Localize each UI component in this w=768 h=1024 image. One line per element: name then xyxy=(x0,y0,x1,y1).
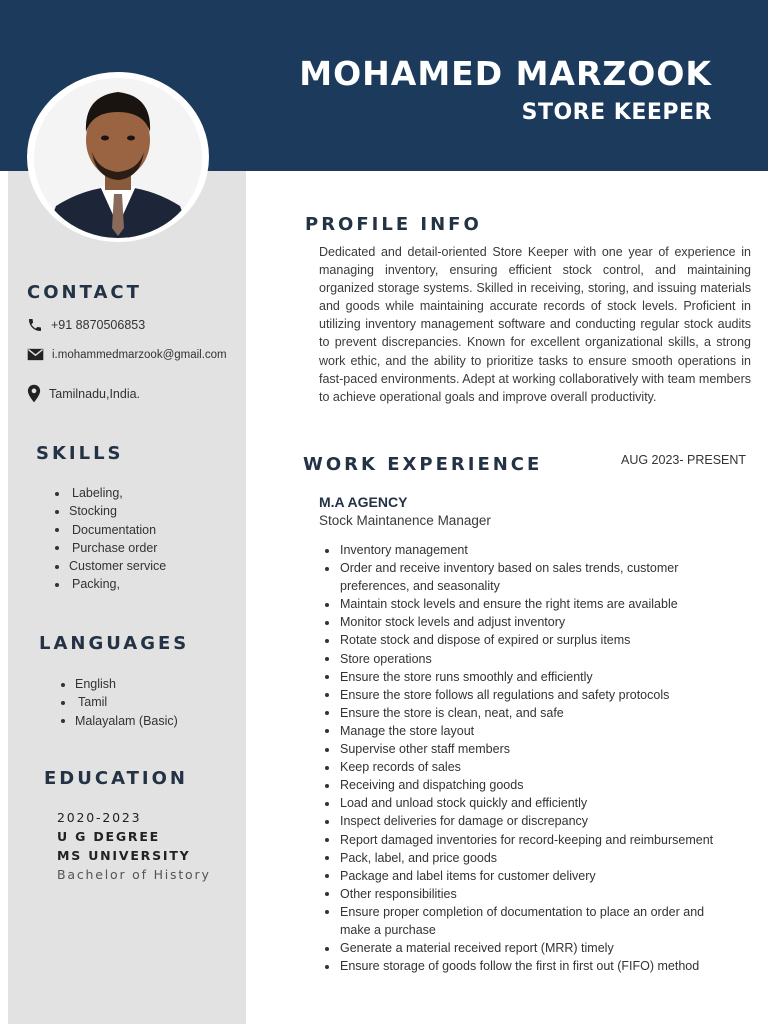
work-experience-heading: WORK EXPERIENCE xyxy=(303,454,543,475)
profile-summary: Dedicated and detail-oriented Store Keeper with one year of experience in managing inventory, ensuring efficient stock control, and maintaining organized storage systems. Skilled in receiving, storing, and issuing materials and goods while maintaining accurate records of stock levels. Proficient in utilizing inventory management software and conducting regular stock audits to prevent discrepancies. Known for excellent organizational skills, a strong work ethic, and the ability to prioritize tasks to ensure smooth operations in fast-paced environments. Adept at working collaboratively with team members to achieve operational goals and improve overall productivity. xyxy=(319,245,751,404)
duty-item: Order and receive inventory based on sales trends, customer preferences, and seasonality xyxy=(324,559,734,595)
email-icon xyxy=(27,348,44,361)
skill-item: Documentation xyxy=(55,521,166,539)
contact-email xyxy=(27,348,227,361)
skills-heading: SKILLS xyxy=(36,443,124,464)
employment-date: AUG 2023- PRESENT xyxy=(621,453,747,467)
duty-item: Inventory management xyxy=(324,541,734,559)
language-item: English xyxy=(61,675,178,693)
duty-item: Ensure the store follows all regulations and safety protocols xyxy=(324,686,734,704)
profile-heading: PROFILE INFO xyxy=(305,214,482,235)
languages-heading: LANGUAGES xyxy=(39,633,190,654)
duty-item: Store operations xyxy=(324,650,734,668)
education-years: 2020-2023 xyxy=(57,810,142,825)
candidate-role: STORE KEEPER xyxy=(521,100,712,125)
contact-heading: CONTACT xyxy=(27,282,142,303)
skill-item: Stocking xyxy=(55,502,166,520)
skill-item: Purchase order xyxy=(55,539,166,557)
skills-list xyxy=(55,484,166,594)
email-address: i.mohammedmarzook@gmail.com xyxy=(52,348,227,361)
duty-item: Inspect deliveries for damage or discrepancy xyxy=(324,812,734,830)
duty-item: Rotate stock and dispose of expired or surplus items xyxy=(324,631,734,649)
duty-item: Generate a material received report (MRR) timely xyxy=(324,939,734,957)
education-heading: EDUCATION xyxy=(44,768,188,789)
duty-item: Manage the store layout xyxy=(324,722,734,740)
person-portrait-icon xyxy=(34,78,202,238)
duty-item: Keep records of sales xyxy=(324,758,734,776)
duty-item: Ensure proper completion of documentation to place an order and make a purchase xyxy=(324,903,734,939)
education-degree: U G DEGREE xyxy=(57,829,160,844)
contact-phone xyxy=(27,317,145,333)
duty-item: Package and label items for customer delivery xyxy=(324,867,734,885)
languages-list xyxy=(61,675,178,730)
skill-item: Packing, xyxy=(55,575,166,593)
education-university: MS UNIVERSITY xyxy=(57,848,191,863)
location-text: Tamilnadu,India. xyxy=(49,386,141,401)
duty-item: Load and unload stock quickly and efficiently xyxy=(324,794,734,812)
duty-item: Other responsibilities xyxy=(324,885,734,903)
language-item: Tamil xyxy=(61,693,178,711)
phone-number: +91 8870506853 xyxy=(51,318,146,332)
language-item: Malayalam (Basic) xyxy=(61,712,178,730)
skill-item: Labeling, xyxy=(55,484,166,502)
job-position: Stock Maintanence Manager xyxy=(319,513,491,528)
location-pin-icon xyxy=(27,384,41,403)
duties-list xyxy=(324,541,734,975)
duty-item: Ensure the store runs smoothly and efficiently xyxy=(324,668,734,686)
duty-item: Receiving and dispatching goods xyxy=(324,776,734,794)
duty-item: Report damaged inventories for record-keeping and reimbursement xyxy=(324,831,734,849)
duty-item: Pack, label, and price goods xyxy=(324,849,734,867)
candidate-name: MOHAMED MARZOOK xyxy=(299,54,712,93)
duty-item: Ensure the store is clean, neat, and safe xyxy=(324,704,734,722)
contact-location xyxy=(27,384,140,403)
company-name: M.A AGENCY xyxy=(319,494,408,510)
duty-item: Maintain stock levels and ensure the right items are available xyxy=(324,595,734,613)
phone-icon xyxy=(27,317,43,333)
duty-item: Supervise other staff members xyxy=(324,740,734,758)
education-field: Bachelor of History xyxy=(57,867,211,882)
duty-item: Ensure storage of goods follow the first in first out (FIFO) method xyxy=(324,957,734,975)
duty-item: Monitor stock levels and adjust inventory xyxy=(324,613,734,631)
skill-item: Customer service xyxy=(55,557,166,575)
profile-photo xyxy=(34,78,202,238)
